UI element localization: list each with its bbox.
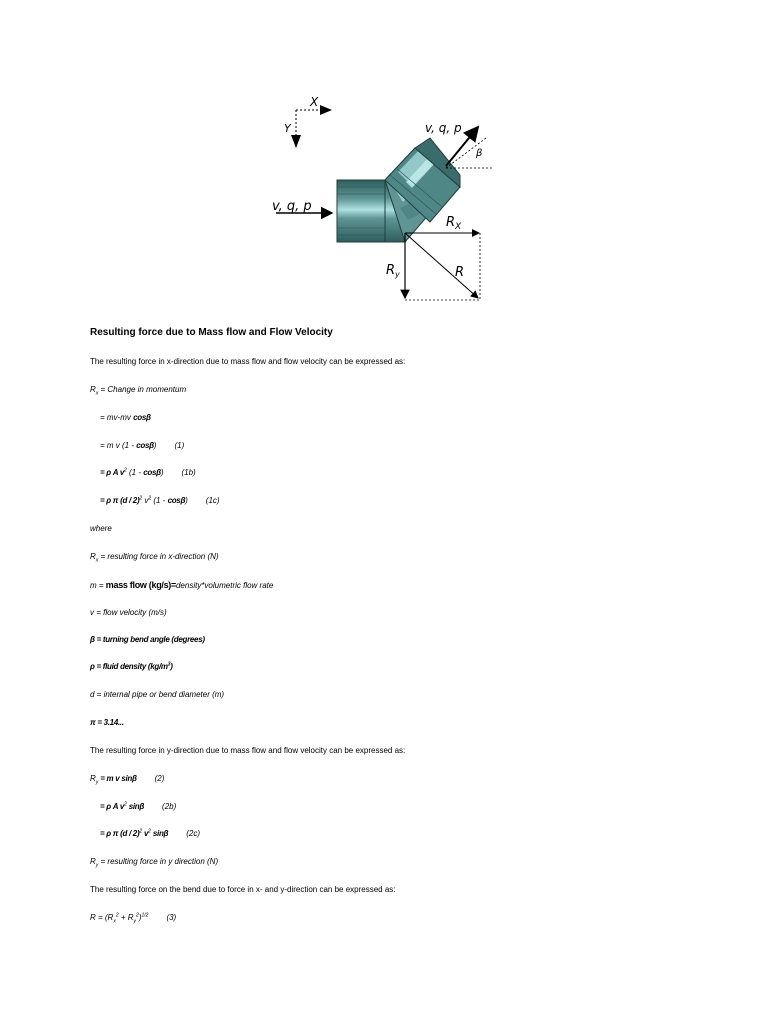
axes-indicator (284, 95, 332, 148)
intro-r: The resulting force on the bend due to force in x- and y-direction can be expressed as: (90, 885, 396, 894)
pipe-bend-diagram (260, 90, 510, 310)
rx-eq-1b: = ρ A $v^2$ (1 - cosβ) (1b) (100, 467, 196, 477)
def-velocity: v = flow velocity (m/s) (90, 608, 167, 617)
def-rho: ρ = fluid density $(kg/m^3)$ (90, 661, 173, 671)
inlet-pipe (337, 180, 385, 242)
ry-eq-2b: = ρ A $v^2$ sinβ (2b) (100, 801, 177, 811)
def-rx: $R_x$ = resulting force in x-direction (N) (90, 552, 219, 564)
beta-angle (446, 138, 494, 168)
where-label: where (90, 524, 112, 533)
ry-label-sub: y (395, 270, 400, 279)
ry-label: R (386, 263, 396, 278)
def-mass-flow: m = mass flow (kg/s)=density*volumetric flow rate (90, 580, 274, 590)
svg-text:RX (446, 215, 462, 232)
ry-eq-2: $R_y = m$ v sinβ (2) (90, 774, 165, 786)
intro-x: The resulting force in x-direction due to mass flow and flow velocity can be expressed as: (90, 357, 406, 366)
x-axis-label: X (310, 95, 319, 109)
r-label: R (455, 265, 465, 280)
def-ry: $R_y$ = resulting force in y direction (N) (90, 857, 219, 869)
svg-text:Ry (386, 263, 400, 279)
rx-definition-line: $R_x$ = Change in momentum (90, 385, 187, 397)
beta-label: β (476, 148, 483, 159)
ry-eq-2c: = ρ π (d / 2)$^2$ $v^2$ sinβ (2c) (100, 828, 200, 838)
y-axis-label: Y (284, 122, 291, 135)
outlet-label: v, q, p (425, 121, 462, 135)
rx-label: R (446, 215, 456, 230)
rx-eq-1c: = ρ π (d / 2)$^2$ $v^2$ (1 - cosβ) (1c) (100, 495, 220, 505)
rx-eq-1: = m v (1 - cosβ) (1) (100, 441, 185, 450)
r-arrow (405, 233, 478, 298)
def-pi: π = 3.14... (90, 718, 124, 727)
inlet-label: v, q, p (272, 199, 312, 214)
def-beta: β = turning bend angle (degrees) (90, 635, 205, 644)
intro-y: The resulting force in y-direction due to mass flow and flow velocity can be expressed as: (90, 746, 406, 755)
def-diameter: d = internal pipe or bend diameter (m) (90, 690, 225, 699)
rx-eq-step1: = mv-mv cosβ (100, 413, 151, 422)
section-heading: Resulting force due to Mass flow and Flow Velocity (90, 327, 333, 338)
rx-label-sub: X (455, 222, 462, 232)
r-eq-3: $R = (R_x^2 + R_y^2)^{1/2}$ (3) (90, 912, 177, 925)
